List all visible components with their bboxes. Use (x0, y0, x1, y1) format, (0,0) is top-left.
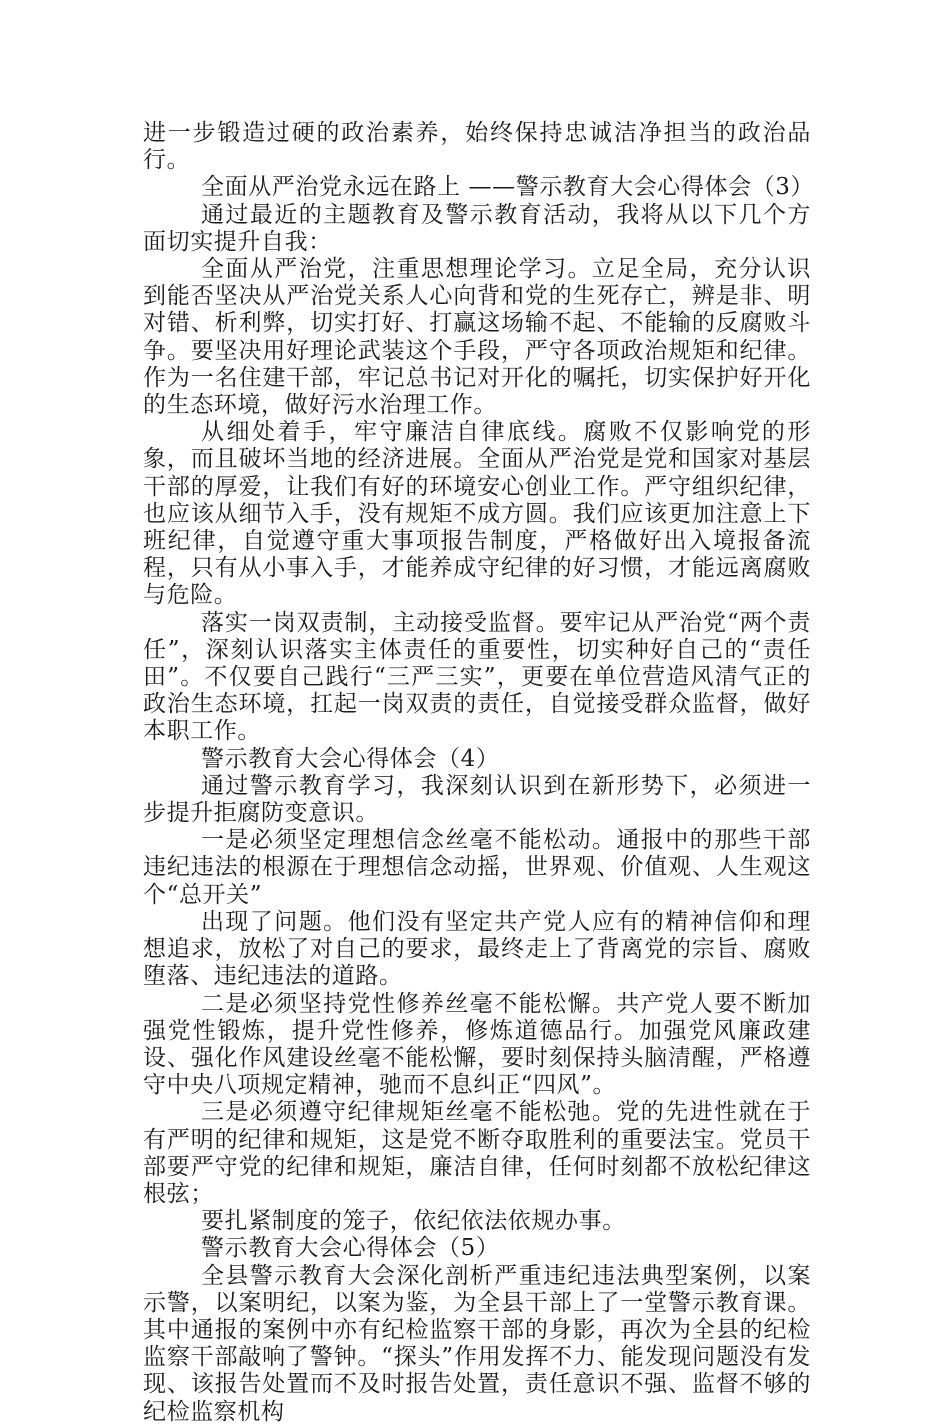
paragraph: 进一步锻造过硬的政治素养，始终保持忠诚洁净担当的政治品行。 (143, 120, 811, 174)
paragraph: 三是必须遵守纪律规矩丝毫不能松弛。党的先进性就在于有严明的纪律和规矩，这是党不断夺取胜利的重要法宝。党员干部要严守党的纪律和规矩，廉洁自律，任何时刻都不放松纪律这根弦； (143, 1099, 811, 1207)
section-heading: 警示教育大会心得体会（5） (201, 1235, 500, 1262)
document-body (143, 120, 815, 1426)
paragraph: 二是必须坚持党性修养丝毫不能松懈。共产党人要不断加强党性锻炼，提升党性修养，修炼道德品行。加强党风廉政建设、强化作风建设丝毫不能松懈，要时刻保持头脑清醒，严格遵守中央八项规定精神，驰而不息纠正“四风”。 (143, 990, 811, 1099)
paragraph: 要扎紧制度的笼子，依纪依法依规办事。 (201, 1208, 626, 1235)
paragraph: 通过最近的主题教育及警示教育活动，我将从以下几个方面切实提升自我： (143, 201, 811, 255)
section-heading: 警示教育大会心得体会（4） (201, 745, 500, 772)
paragraph: 一是必须坚定理想信念丝毫不能松动。通报中的那些干部违纪违法的根源在于理想信念动摇，世界观、价值观、人生观这个“总开关” (143, 827, 811, 908)
paragraph: 全面从严治党，注重思想理论学习。立足全局，充分认识到能否坚决从严治党关系人心向背和党的生死存亡，辨是非、明对错、析利弊，切实打好、打赢这场输不起、不能输的反腐败斗争。要坚决用好理论武装这个手段，严守各项政治规矩和纪律。作为一名住建干部，牢记总书记对开化的嘱托，切实保护好开化的生态环境，做好污水治理工作。 (143, 256, 811, 419)
paragraph: 通过警示教育学习，我深刻认识到在新形势下，必须进一步提升拒腐防变意识。 (143, 772, 811, 827)
section-heading: 全面从严治党永远在路上 ——警示教育大会心得体会（3） (201, 174, 815, 201)
paragraph: 落实一岗双责制，主动接受监督。要牢记从严治党“两个责任”，深刻认识落实主体责任的重要性，切实种好自己的“责任田”。不仅要自己践行“三严三实”，更要在单位营造风清气正的政治生态环境，扛起一岗双责的责任，自觉接受群众监督，做好本职工作。 (143, 609, 811, 745)
paragraph: 从细处着手，牢守廉洁自律底线。腐败不仅影响党的形象，而且破坏当地的经济进展。全面从严治党是党和国家对基层干部的厚爱，让我们有好的环境安心创业工作。严守组织纪律，也应该从细节入手，没有规矩不成方圆。我们应该更加注意上下班纪律，自觉遵守重大事项报告制度，严格做好出入境报备流程，只有从小事入手，才能养成守纪律的好习惯，才能远离腐败与危险。 (143, 419, 811, 609)
paragraph: 出现了问题。他们没有坚定共产党人应有的精神信仰和理想追求，放松了对自己的要求，最终走上了背离党的宗旨、腐败堕落、违纪违法的道路。 (143, 908, 811, 990)
paragraph: 全县警示教育大会深化剖析严重违纪违法典型案例，以案示警，以案明纪，以案为鉴，为全县干部上了一堂警示教育课。其中通报的案例中亦有纪检监察干部的身影，再次为全县的纪检监察干部敲响了警钟。“探头”作用发挥不力、能发现问题没有发现、该报告处置而不及时报告处置，责任意识不强、监督不够的纪检监察机构 (143, 1262, 811, 1425)
